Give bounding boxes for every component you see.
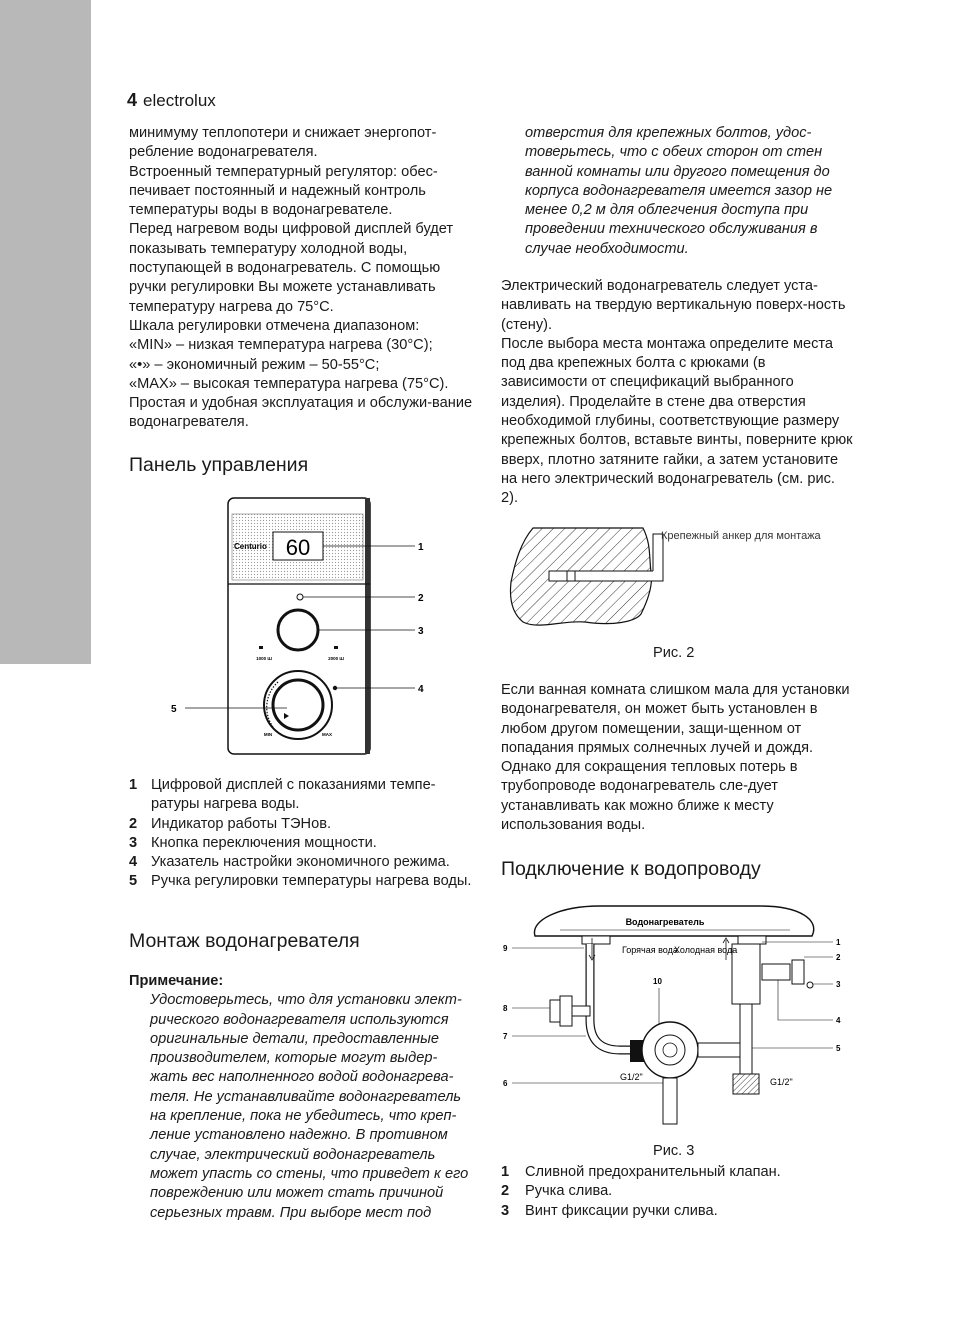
paragraph: Простая и удобная эксплуатация и обслужи-вание водонагревателя. <box>129 395 473 431</box>
callout-10: 10 <box>653 977 662 986</box>
callout-8: 8 <box>503 1004 508 1013</box>
power-high-label: 2000 Ш <box>328 656 344 661</box>
temperature-display: 60 <box>285 535 311 560</box>
paragraph: Шкала регулировки отмечена диапазоном: <box>129 317 420 334</box>
intro-text <box>129 124 474 433</box>
paragraph: Перед нагревом воды цифровой дисплей будет показывать температуру холодной воды, поступающей в водонагреватель. С помощью ручки регулировки Вы можете устанавливать температуру нагрева до 75°С. <box>129 221 454 315</box>
list-item: 1 Сливной предохранительный клапан. <box>501 1164 781 1180</box>
brand-logo: Centurio <box>234 542 267 551</box>
paragraph: Если ванная комната слишком мала для установки водонагревателя, он может быть установлен в любом другом помещении, защи-щенном от попадания прямых солнечных лучей и дождя. Однако для сокращения тепловых потерь в трубопроводе водонагреватель сле-дует устанавливать как можно ближе к месту использования воды. <box>501 682 850 834</box>
list-item: 1 Цифровой дисплей с показаниями темпе-ратуры нагрева воды. <box>129 777 436 813</box>
knob-max-label: MAX <box>322 732 332 737</box>
callout-5: 5 <box>171 704 177 715</box>
knob-min-label: MIN <box>263 732 273 737</box>
list-item: 2 Индикатор работы ТЭНов. <box>129 815 332 832</box>
callout-r4: 4 <box>836 1016 841 1025</box>
fig3-legend <box>501 1163 853 1221</box>
brand-name: electrolux <box>143 91 216 110</box>
install-heading: Монтаж водонагревателя <box>129 930 360 952</box>
callout-r1: 1 <box>836 938 841 947</box>
paragraph: Встроенный температурный регулятор: обес-печивает постоянный и надежный контроль температуры воды в водонагревателе. <box>129 163 438 219</box>
note-block <box>129 972 474 1223</box>
note-text: Удостоверьтесь, что для установки элект-рического водонагревателя используются оригинальные детали, предоставленные производителем, которые могут выдер-жать вес наполненного водой водонагрева-теля. Не устанавливайте водонагреватель на крепление, пока не убедитесь, что креп-ление установлено надежно. В противном случае, электрический водонагреватель может упасть со стены, что приведет к его повреждению или может стать причиной серьезных травм. При выборе мест под <box>150 992 469 1221</box>
callout-3: 3 <box>418 626 424 637</box>
plumbing-heading: Подключение к водопроводу <box>501 858 761 880</box>
panel-legend <box>129 776 474 892</box>
callout-6: 6 <box>503 1079 508 1088</box>
list-item: 2 Ручка слива. <box>501 1183 613 1200</box>
fig2-caption: Рис. 2 <box>653 645 695 661</box>
paragraph: После выбора места монтажа определите места под два крепежных болта с крюками (в зависимости от спецификаций выбранного изделия). Проделайте в стене два отверстия необходимой глубины, соответствующие размеру крепежных болтов, вставьте винты, поверните крюк вверх, плотно затяните гайки, а затем установите на него электрический водонагреватель (см. рис. 2). <box>501 335 853 507</box>
callout-r2: 2 <box>836 953 841 962</box>
paragraph: «MAX» – высокая температура нагрева (75°С). <box>129 375 449 392</box>
paragraph: Электрический водонагреватель следует уста-навливать на твердую вертикальную поверх-ность (стену). <box>501 278 846 333</box>
list-item: 3 Винт фиксации ручки слива. <box>501 1202 718 1219</box>
callout-2: 2 <box>418 593 424 604</box>
list-item: 4 Указатель настройки экономичного режима. <box>129 854 450 871</box>
power-low-label: 1000 Ш <box>256 656 272 661</box>
heater-title: Водонагреватель <box>625 917 705 927</box>
fig3-caption: Рис. 3 <box>653 1143 695 1159</box>
thread-right: G1/2" <box>770 1077 793 1087</box>
page-number: 4 <box>127 90 138 110</box>
list-item: 3 Кнопка переключения мощности. <box>129 834 377 851</box>
note-continued: отверстия для крепежных болтов, удос-товерьтесь, что с обеих сторон от стен ванной комнаты или другого помещения до корпуса водонагревателя имеется зазор не менее 0,2 м для облегчения доступа при проведении технического обслуживания в случае необходимости. <box>525 125 833 257</box>
callout-7: 7 <box>503 1032 508 1041</box>
callout-r3: 3 <box>836 980 841 989</box>
paragraph: «MIN» – низкая температура нагрева (30°С); <box>129 337 433 354</box>
callout-r5: 5 <box>836 1044 841 1053</box>
eco-mark <box>333 686 337 690</box>
panel-heading: Панель управления <box>129 454 309 476</box>
cold-water-label: Холодная вода <box>674 945 738 955</box>
hot-water-label: Горячая вода <box>622 945 678 955</box>
heater-indicator <box>297 594 303 600</box>
mount-text <box>501 277 853 509</box>
paragraph: минимуму теплопотери и снижает энергопот-ребление водонагревателя. <box>129 125 437 161</box>
list-item: 5 Ручка регулировки температуры нагрева воды. <box>129 873 472 890</box>
plumbing-figure <box>500 900 850 1134</box>
power-button[interactable] <box>278 610 318 650</box>
note-label: Примечание: <box>129 973 224 989</box>
control-panel-figure <box>160 492 460 760</box>
paragraph: «•» – экономичный режим – 50-55°С; <box>129 356 380 373</box>
callout-4: 4 <box>418 684 424 695</box>
side-tab-bar <box>0 0 91 664</box>
callout-1: 1 <box>418 542 424 553</box>
anchor-label: Крепежный анкер для монтажа <box>661 530 821 542</box>
page-header <box>127 90 216 111</box>
thread-left: G1/2" <box>620 1072 643 1082</box>
callout-9: 9 <box>503 944 508 953</box>
anchor-figure <box>503 522 853 634</box>
